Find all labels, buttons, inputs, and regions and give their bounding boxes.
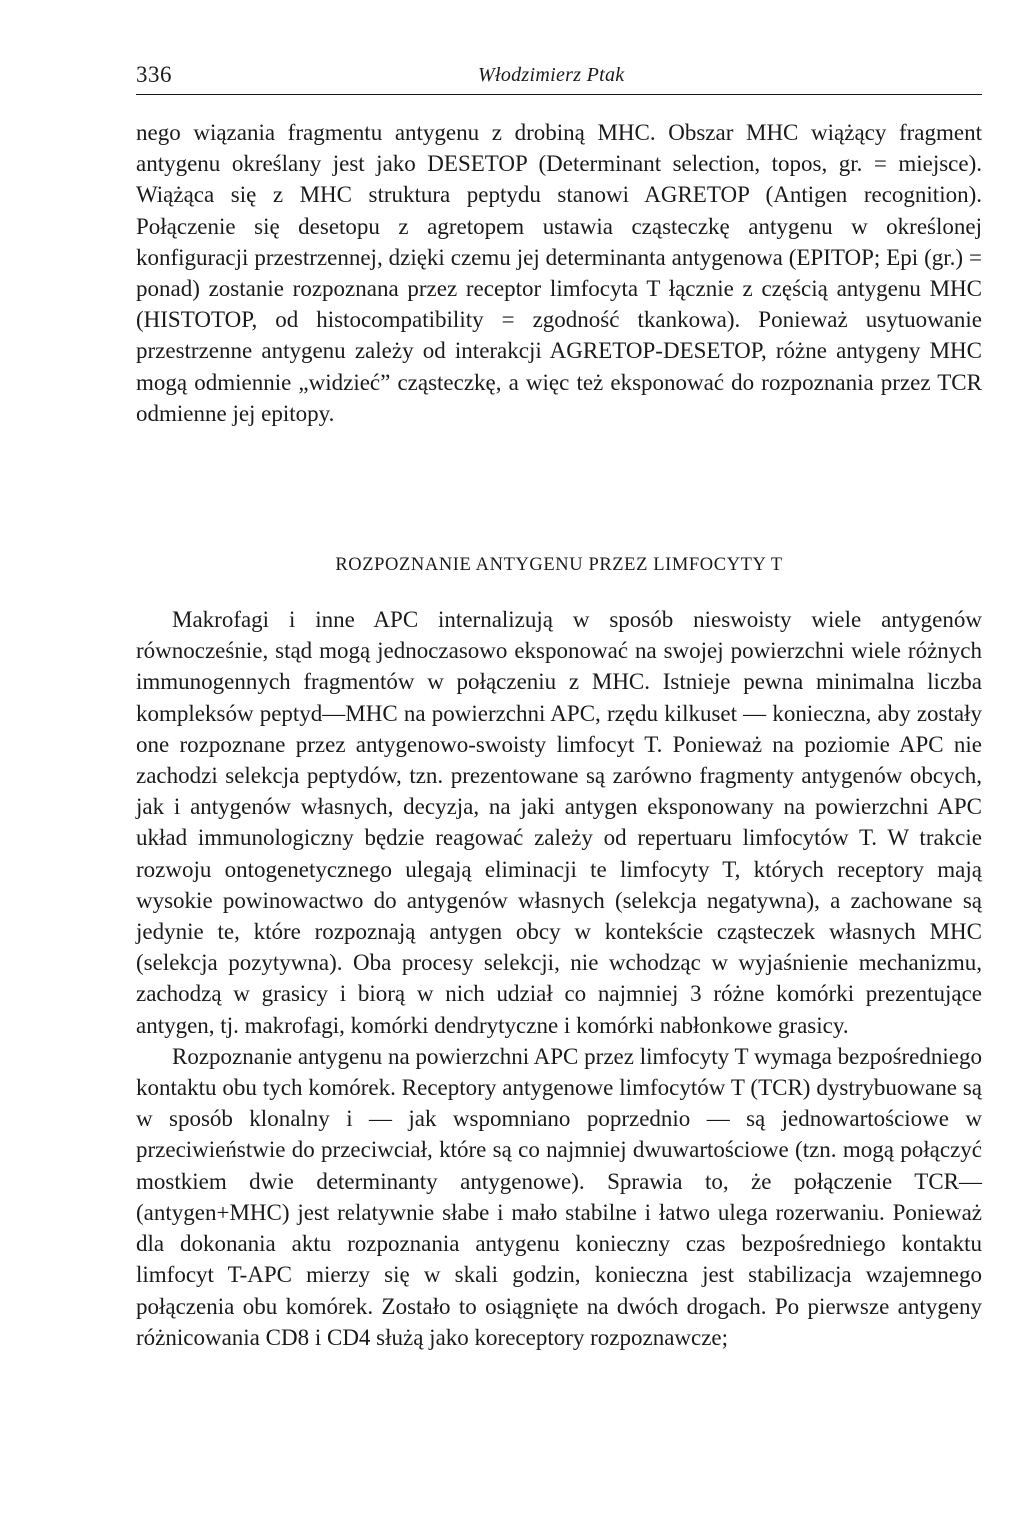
running-head <box>136 60 982 95</box>
paragraph-section-1: Makrofagi i inne APC internalizują w sposób nieswoisty wiele antygenów równocześnie, stąd mogą jednoczasowo eksponować na swojej powierzchni wiele różnych immunogennych fragmentów w połączeniu z MHC. Istnieje pewna minimalna liczba kompleksów peptyd—MHC na powierzchni APC, rzędu kilkuset — konieczna, aby zostały one rozpoznane przez antygenowo-swoisty limfocyt T. Ponieważ na poziomie APC nie zachodzi selekcja peptydów, tzn. prezentowane są zarówno fragmenty antygenów obcych, jak i antygenów własnych, decyzja, na jaki antygen eksponowany na powierzchni APC układ immunologiczny będzie reagować zależy od repertuaru limfocytów T. W trakcie rozwoju ontogenetycznego ulegają eliminacji te limfocyty T, których receptory mają wysokie powinowactwo do antygenów własnych (selekcja negatywna), a zachowane są jedynie te, które rozpoznają antygen obcy w kontekście cząsteczek własnych MHC (selekcja pozytywna). Oba procesy selekcji, nie wchodząc w wyjaśnienie mechanizmu, zachodzą w grasicy i biorą w nich udział co najmniej 3 różne komórki prezentujące antygen, tj. makrofagi, komórki dendrytyczne i komórki nabłonkowe grasicy. <box>136 607 982 1038</box>
book-page <box>136 60 982 1353</box>
running-title-author: Włodzimierz Ptak <box>478 64 625 86</box>
paragraph-continuation: nego wiązania fragmentu antygenu z drobiną MHC. Obszar MHC wiążący fragment antygenu określany jest jako DESETOP (Determinant selection, topos, gr. = miejsce). Wiążąca się z MHC struktura peptydu stanowi AGRETOP (Antigen recognition). Połączenie się desetopu z agretopem ustawia cząsteczkę antygenu w określonej konfiguracji przestrzennej, dzięki czemu jej determinanta antygenowa (EPITOP; Epi (gr.) = ponad) zostanie rozpoznana przez receptor limfocyta T łącznie z częścią antygenu MHC (HISTOTOP, od histocompatibility = zgodność tkankowa). Ponieważ usytuowanie przestrzenne antygenu zależy od interakcji AGRETOP-DESETOP, różne antygeny MHC mogą odmiennie „widzieć” cząsteczkę, a więc też eksponować do rozpoznania przez TCR odmienne jej epitopy. <box>136 120 982 426</box>
page-number: 336 <box>136 62 172 87</box>
paragraph-section-2: Rozpoznanie antygenu na powierzchni APC przez limfocyty T wymaga bezpośredniego kontaktu obu tych komórek. Receptory antygenowe limfocytów T (TCR) dystrybuowane są w sposób klonalny i — jak wspomniano poprzednio — są jednowartościowe w przeciwieństwie do przeciwciał, które są co najmniej dwuwartościowe (tzn. mogą połączyć mostkiem dwie determinanty antygenowe). Sprawia to, że połączenie TCR—(antygen+MHC) jest relatywnie słabe i mało stabilne i łatwo ulega rozerwaniu. Ponieważ dla dokonania aktu rozpoznania antygenu konieczny czas bezpośredniego kontaktu limfocyt T-APC mierzy się w skali godzin, konieczna jest stabilizacja wzajemnego połączenia obu komórek. Zostało to osiągnięte na dwóch drogach. Po pierwsze antygeny różnicowania CD8 i CD4 służą jako koreceptory rozpoznawcze; <box>136 1043 982 1350</box>
section-heading: ROZPOZNANIE ANTYGENU PRZEZ LIMFOCYTY T <box>335 555 783 576</box>
